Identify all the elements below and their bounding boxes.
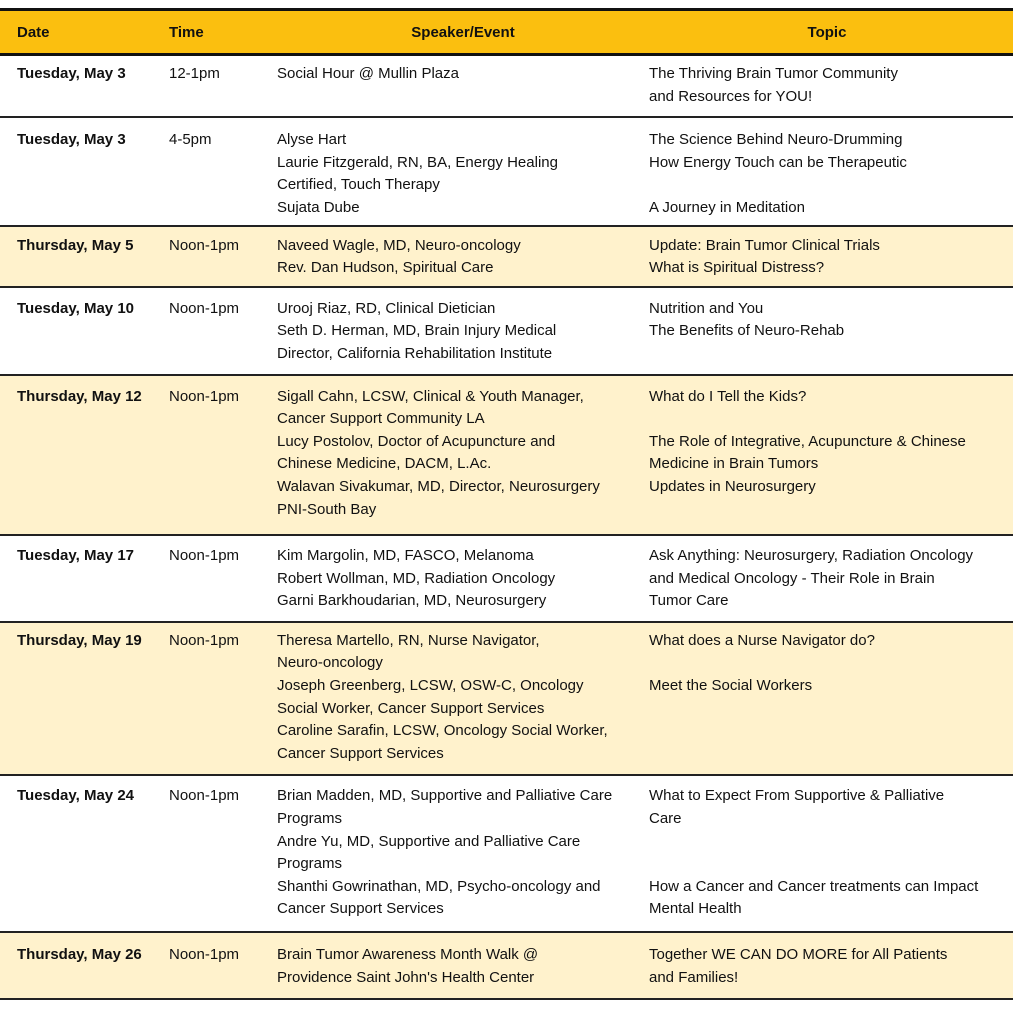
row-speaker-line: Caroline Sarafin, LCSW, Oncology Social Worker,	[277, 722, 608, 740]
row-speaker	[277, 785, 649, 921]
table-row	[0, 623, 1013, 777]
row-speaker-line: Garni Barkhoudarian, MD, Neurosurgery	[277, 592, 547, 610]
table-header	[0, 8, 1013, 56]
table-row	[0, 933, 1013, 1000]
row-topic-line: Updates in Neurosurgery	[649, 477, 816, 495]
row-topic-line: Mental Health	[649, 900, 742, 918]
row-topic-line: Ask Anything: Neurosurgery, Radiation Oncology	[649, 547, 974, 565]
row-topic	[649, 944, 1013, 989]
row-speaker-line: Walavan Sivakumar, MD, Director, Neurosurgery	[277, 477, 600, 495]
header-speaker: Speaker/Event	[411, 23, 515, 41]
row-speaker-line: Joseph Greenberg, LCSW, OSW-C, Oncology	[277, 677, 584, 695]
row-speaker-line: Sujata Dube	[277, 198, 360, 216]
row-topic-line: What do I Tell the Kids?	[649, 387, 807, 405]
row-date: Tuesday, May 17	[17, 547, 134, 565]
row-speaker-line: Neuro-oncology	[277, 654, 383, 672]
row-speaker-line: Cancer Support Services	[277, 900, 444, 918]
row-topic-line	[649, 831, 1005, 854]
row-time: 12-1pm	[169, 65, 220, 82]
row-speaker-line: Social Worker, Cancer Support Services	[277, 699, 545, 717]
row-speaker-line: Naveed Wagle, MD, Neuro-oncology	[277, 236, 521, 254]
row-speaker-line: PNI-South Bay	[277, 500, 377, 518]
row-date: Thursday, May 12	[17, 387, 142, 405]
row-topic-line: What does a Nurse Navigator do?	[649, 631, 875, 649]
row-topic	[649, 545, 1013, 613]
row-speaker-line: Programs	[277, 855, 343, 873]
row-date: Tuesday, May 3	[17, 131, 126, 149]
row-time: Noon-1pm	[169, 946, 240, 963]
row-topic	[649, 386, 1013, 522]
row-speaker-line: Providence Saint John's Health Center	[277, 968, 535, 986]
table-row	[0, 56, 1013, 118]
row-speaker	[277, 298, 649, 366]
row-date: Thursday, May 26	[17, 946, 142, 963]
row-topic-line	[649, 652, 1005, 675]
row-speaker-line: Rev. Dan Hudson, Spiritual Care	[277, 259, 494, 277]
row-topic-line: The Thriving Brain Tumor Community	[649, 65, 898, 82]
row-speaker-line: Urooj Riaz, RD, Clinical Dietician	[277, 299, 496, 317]
row-speaker-line: Chinese Medicine, DACM, L.Ac.	[277, 455, 492, 473]
row-speaker-line: Laurie Fitzgerald, RN, BA, Energy Healing	[277, 153, 558, 171]
table-row	[0, 776, 1013, 933]
row-topic-line: Together WE CAN DO MORE for All Patients	[649, 946, 948, 963]
row-speaker-line: Cancer Support Services	[277, 744, 444, 762]
row-time: Noon-1pm	[169, 631, 240, 649]
row-topic-line: What is Spiritual Distress?	[649, 259, 825, 277]
row-speaker-line: Cancer Support Community LA	[277, 410, 485, 428]
row-topic-line: The Benefits of Neuro-Rehab	[649, 322, 845, 340]
row-topic-line: Meet the Social Workers	[649, 677, 813, 695]
row-speaker-line: Shanthi Gowrinathan, MD, Psycho-oncology and	[277, 877, 601, 895]
row-topic-line: How a Cancer and Cancer treatments can Impact	[649, 877, 979, 895]
row-topic-line: Update: Brain Tumor Clinical Trials	[649, 236, 880, 254]
table-row	[0, 118, 1013, 226]
row-speaker-line: Seth D. Herman, MD, Brain Injury Medical	[277, 322, 557, 340]
row-speaker	[277, 944, 649, 989]
row-speaker-line: Programs	[277, 810, 343, 828]
row-topic	[649, 785, 1013, 921]
row-topic-line: Medicine in Brain Tumors	[649, 455, 819, 473]
row-speaker-line: Brain Tumor Awareness Month Walk @	[277, 946, 539, 963]
row-topic-line	[649, 853, 1005, 876]
table-body	[0, 56, 1013, 1000]
header-time: Time	[169, 23, 204, 41]
row-date: Tuesday, May 3	[17, 65, 126, 82]
row-topic-line: Nutrition and You	[649, 299, 764, 317]
row-speaker-line: Director, California Rehabilitation Institute	[277, 344, 553, 362]
schedule-table	[0, 8, 1013, 1000]
row-speaker	[277, 545, 649, 613]
row-topic-line: Tumor Care	[649, 592, 729, 610]
row-time: Noon-1pm	[169, 787, 240, 805]
row-topic	[649, 235, 1013, 280]
row-speaker	[277, 386, 649, 522]
row-time: Noon-1pm	[169, 236, 240, 254]
row-speaker-line: Sigall Cahn, LCSW, Clinical & Youth Manager,	[277, 387, 584, 405]
row-speaker-line: Kim Margolin, MD, FASCO, Melanoma	[277, 547, 534, 565]
row-topic	[649, 298, 1013, 366]
table-row	[0, 376, 1013, 537]
row-date: Thursday, May 19	[17, 631, 142, 649]
row-topic-line: and Medical Oncology - Their Role in Brain	[649, 569, 935, 587]
row-topic-line: The Role of Integrative, Acupuncture & Chinese	[649, 432, 966, 450]
row-topic-line	[649, 174, 1005, 197]
table-row	[0, 536, 1013, 623]
row-speaker	[277, 129, 649, 219]
row-speaker-line: Robert Wollman, MD, Radiation Oncology	[277, 569, 556, 587]
row-topic	[649, 63, 1013, 108]
row-speaker-line: Certified, Touch Therapy	[277, 176, 440, 194]
row-speaker	[277, 235, 649, 280]
table-row	[0, 227, 1013, 288]
row-topic	[649, 129, 1013, 219]
row-topic-line	[649, 408, 1005, 431]
row-date: Thursday, May 5	[17, 236, 134, 254]
row-time: Noon-1pm	[169, 547, 240, 565]
row-speaker	[277, 63, 649, 108]
header-topic: Topic	[807, 23, 847, 41]
row-speaker-line: Social Hour @ Mullin Plaza	[277, 65, 459, 82]
row-speaker-line: Lucy Postolov, Doctor of Acupuncture and	[277, 432, 556, 450]
row-topic-line: A Journey in Meditation	[649, 198, 805, 216]
row-time: Noon-1pm	[169, 299, 240, 317]
row-time: 4-5pm	[169, 131, 212, 149]
row-time: Noon-1pm	[169, 387, 240, 405]
row-topic	[649, 630, 1013, 766]
row-speaker-line: Andre Yu, MD, Supportive and Palliative Care	[277, 832, 581, 850]
header-date: Date	[17, 23, 50, 41]
row-topic-line: What to Expect From Supportive & Palliative	[649, 787, 945, 805]
row-speaker	[277, 630, 649, 766]
row-topic-line: The Science Behind Neuro-Drumming	[649, 131, 903, 149]
row-topic-line: and Families!	[649, 968, 739, 986]
row-topic-line: and Resources for YOU!	[649, 87, 813, 105]
row-topic-line: How Energy Touch can be Therapeutic	[649, 153, 907, 171]
row-date: Tuesday, May 10	[17, 299, 134, 317]
row-speaker-line: Alyse Hart	[277, 131, 347, 149]
row-speaker-line: Theresa Martello, RN, Nurse Navigator,	[277, 631, 540, 649]
table-row	[0, 288, 1013, 376]
row-date: Tuesday, May 24	[17, 787, 134, 805]
row-speaker-line: Brian Madden, MD, Supportive and Palliative Care	[277, 787, 613, 805]
row-topic-line: Care	[649, 810, 682, 828]
